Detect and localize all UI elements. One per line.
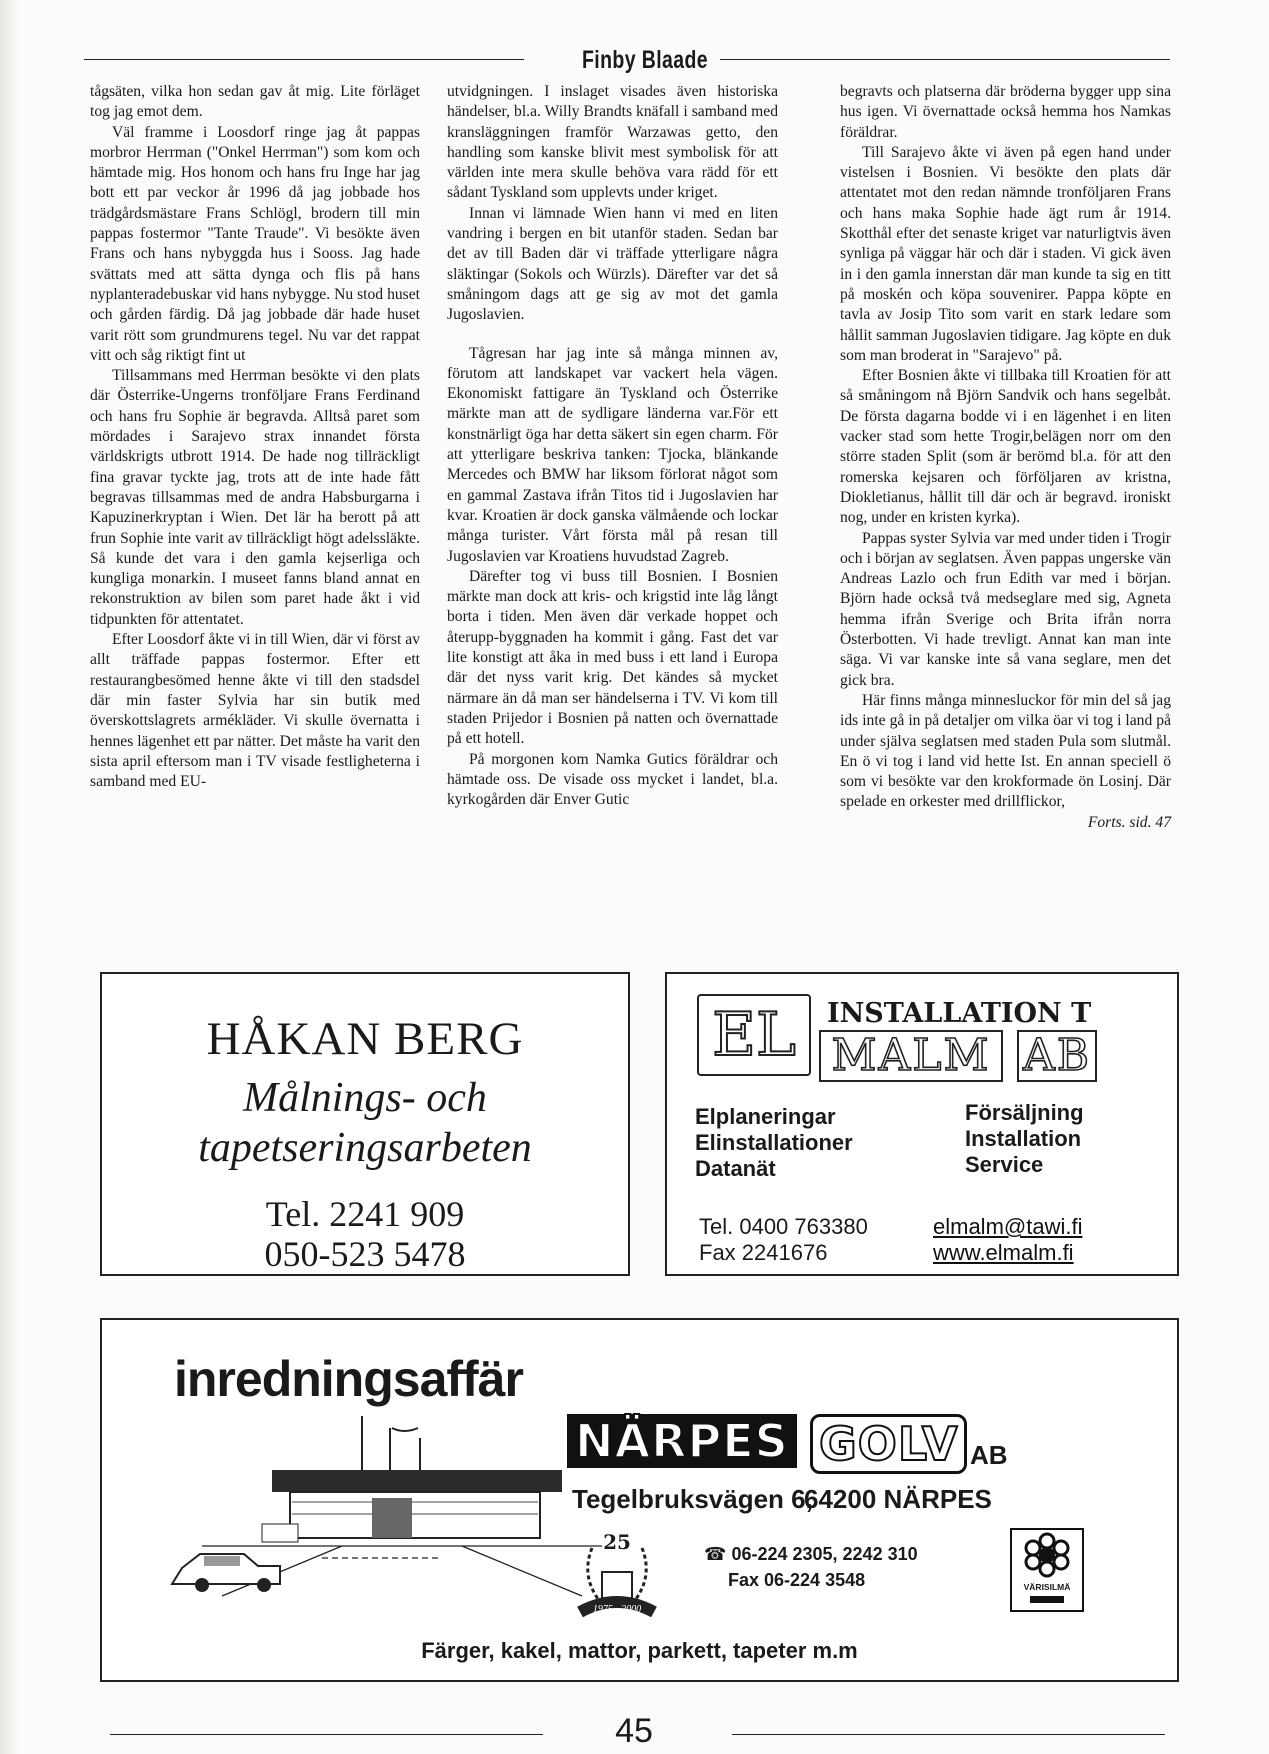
el-phone-block bbox=[699, 1214, 868, 1266]
ad-el-malm bbox=[665, 972, 1179, 1276]
ad-berg-name: HÅKAN BERG bbox=[206, 1013, 524, 1065]
narpes-brand-word: NÄRPES bbox=[567, 1414, 797, 1468]
paragraph: Väl framme i Loosdorf ringe jag åt pappas morbror Herrman ("Onkel Herrman") som kom och hämtade mig. Hos honom och hans fru Inge har jag bott ett par veckor år 1996 då jag jobbade hos trädgårdsmästare Frans Schlögl, brodern till min pappas fostermor "Tante Traude". Vi besökte även Frans och hans nybyggda hus i Sooss. Jag hade svättats med att sätta dynga och flis på hans nyplanteradebuskar vid hans nybygge. Nu stod huset och gården färdig. Då jag jobbade där hade huset varit rött som grundmurens tegel. Nu var det rappat vitt och såg riktigt fint ut bbox=[90, 123, 420, 364]
quality-seal bbox=[1010, 1528, 1084, 1612]
el-logo-letters: EL bbox=[697, 994, 811, 1076]
anniversary-badge bbox=[572, 1520, 662, 1630]
el-service-item: Datanät bbox=[695, 1156, 776, 1181]
el-service-item: Försäljning bbox=[965, 1100, 1084, 1125]
el-service-item: Service bbox=[965, 1152, 1044, 1177]
ad-narpes-headline: inredningsaffär bbox=[174, 1351, 523, 1407]
el-phone: Tel. 0400 763380 bbox=[699, 1214, 868, 1239]
el-service-item: Elinstallationer bbox=[695, 1130, 853, 1155]
anniversary-number: 25 bbox=[603, 1530, 631, 1554]
ad-berg-mobile: 050-523 5478 bbox=[264, 1234, 466, 1274]
el-logo-ab: AB bbox=[1017, 1030, 1097, 1082]
store-building-illustration bbox=[142, 1398, 622, 1598]
el-services-left bbox=[695, 1104, 853, 1182]
paragraph: Här finns många minnesluckor för min del så jag ids inte gå in på detaljer om vilka öar vi tog i land på under själva seglatsen med staden Pula som slutmål. En ö vi tog i land vid hette Ist. En annan speciell ö som vi besökte var den krokformade ön Losinj. Där spelade en orkester med drillflickor, bbox=[840, 691, 1171, 811]
paragraph: begravts och platserna där bröderna bygger upp sina hus igen. Vi övernattade också hemma hos Namkas föräldrar. bbox=[840, 83, 1171, 141]
header-rule-right bbox=[720, 59, 1170, 60]
masthead-title: Finby Blaade bbox=[581, 46, 709, 74]
ad-hakan-berg bbox=[100, 972, 630, 1276]
building-icon bbox=[262, 1470, 562, 1542]
article-column-3 bbox=[840, 82, 1171, 833]
el-fax: Fax 2241676 bbox=[699, 1240, 828, 1265]
paragraph: På morgonen kom Namka Gutics föräldrar och hämtade oss. De visade oss mycket i landet, bl.a. kyrkogården där Enver Gutic bbox=[447, 750, 778, 809]
ad-berg-service-line2: tapetseringsarbeten bbox=[198, 1125, 532, 1171]
seal-label: VÄRISILMÄ bbox=[1023, 1582, 1071, 1592]
narpes-phone: 06-224 2305, 2242 310 bbox=[731, 1544, 918, 1564]
el-services-right bbox=[965, 1100, 1084, 1178]
seal-bar bbox=[1030, 1596, 1064, 1603]
paragraph: Efter Loosdorf åkte vi in till Wien, där vi först av allt träffade pappas fostermor. Efter ett restaurangbesömed henne åkte vi till den stadsdel där min faster Sylvia har sin butik med överskottslagrets armékläder. Vi skulle övernatta i hennes lägenhet ett par nätter. Det måste ha varit den sista april eftersom man i TV visade festligheterna i samband med EU- bbox=[90, 631, 420, 791]
ad-narpes-golv bbox=[100, 1318, 1179, 1682]
flower-seal-icon bbox=[1014, 1532, 1080, 1578]
footer-rule-right bbox=[732, 1734, 1165, 1735]
article-column-2 bbox=[447, 82, 778, 810]
paragraph: utvidgningen. I inslaget visades även historiska händelser, bl.a. Willy Brandts knäfall i samband med kransläggningen framför Warzawas getto, den handling som kanske blivit mest symbolisk för att världen inte mera skulle behöva vara rädd för ett sådant Tyskland som upplevts under kriget. bbox=[447, 83, 778, 202]
anniversary-years: 1975 - 2000 bbox=[592, 1604, 642, 1615]
narpes-brand-ab: AB bbox=[970, 1440, 1008, 1470]
narpes-tagline: Färger, kakel, mattor, parkett, tapeter m.m bbox=[421, 1638, 858, 1663]
ad-berg-phone: Tel. 2241 909 bbox=[265, 1194, 465, 1234]
footer-rule-left bbox=[110, 1734, 543, 1735]
paragraph: Innan vi lämnade Wien hann vi med en liten vandring i bergen en bit utanför staden. Sedan bar det av till Baden där vi träffade ytterligare några släktingar (Sokols och Würzls). Därefter var det så småningom dags att ge sig av mot det gamla Jugoslavien. bbox=[447, 204, 778, 324]
narpes-address: Tegelbruksvägen 6, bbox=[572, 1484, 813, 1514]
el-online-block bbox=[933, 1214, 1082, 1266]
car-icon bbox=[172, 1554, 280, 1592]
paragraph: Tillsammans med Herrman besökte vi den plats där Österrike-Ungerns tronföljare Frans Ferdinand och hans fru Sophie är begravda. Alltså paret som mördades i Sarajevo strax innandet första världskrigts utbrott 1914. De hade nog tillräckligt fina gravar tyckte jag, trots att de inte hade fått begravas tillsammas med de andra Habsburgarna i Kapuzinerkryptan i Wien. Det lär ha berott på att frun Sophie inte varit av tillräckligt högt adelssläkte. Så kunde det vara i den gamla kejserliga och kungliga monarkin. I museet fanns bland annat en rekonstruktion av bilen som paret hade åkt i vid tidpunkten för attentatet. bbox=[90, 367, 420, 628]
narpes-phone-line bbox=[704, 1544, 918, 1565]
page-number: 45 bbox=[615, 1712, 653, 1750]
paragraph: tågsäten, vilka hon sedan gav åt mig. Lite förläget tog jag emot dem. bbox=[90, 83, 420, 121]
el-email-link[interactable]: elmalm@tawi.fi bbox=[933, 1214, 1083, 1239]
narpes-fax: Fax 06-224 3548 bbox=[728, 1570, 866, 1590]
el-logo-malm: MALM bbox=[819, 1030, 1003, 1082]
paragraph: Till Sarajevo åkte vi även på egen hand under vistelsen i Bosnien. Vi besökte den plats där attentatet mot den redan nämnde tronföljaren Frans och hans maka Sophie hade ägt rum år 1914. Skotthål efter det senaste kriget var naturligtvis även synliga på väggar här och där i staden. Vi gick även in i den gamla innerstan där man kunde ta sig en titt på moskén och köpa souvenirer. Pappa köpte en tavla av Josip Tito som varit en stark ledare som hållit samman Jugoslavien tidigare. Jag köpte en duk som man broderat in "Sarajevo" på. bbox=[840, 143, 1171, 364]
header-rule-left bbox=[84, 59, 524, 60]
telephone-icon: ☎ bbox=[704, 1544, 727, 1564]
narpes-postal: 64200 NÄRPES bbox=[804, 1484, 992, 1514]
continued-note: Forts. sid. 47 bbox=[1087, 813, 1171, 831]
paragraph: Tågresan har jag inte så många minnen av, förutom att landskapet var vackert hela vägen. Ekonomiskt fattigare än Tyskland och Österrike märkte man att de sydligare länderna var.För ett konstnärligt öga har detta säkert sin egen charm. För att ytterligare beskriva tanken: Tjocka, blänkande Mercedes och BMW har liksom förlorat något som en gammal Zastava ifrån Titos tid i Jugoslavien har kvar. Kroatien är dock ganska välmående och lockar många turister. Vårt första mål på resan till Jugoslavien var Kroatiens huvudstad Zagreb. bbox=[447, 344, 778, 565]
el-website-link[interactable]: www.elmalm.fi bbox=[933, 1240, 1074, 1265]
golv-brand-word: GOLV bbox=[810, 1414, 967, 1474]
el-service-item: Elplaneringar bbox=[695, 1104, 836, 1129]
paragraph: Efter Bosnien åkte vi tillbaka till Kroatien för att så småningom nå Björn Sandvik och hans segelbåt. De första dagarna bodde vi i en lägenhet i en liten vacker stad som hette Trogir,belägen norr om den större staden Split (som är berömd bl.a. för att den romerska kejsaren och förföljaren av kristna, Diokletianus, hållit till där och är begravd. ironiskt nog, under en kristen kyrka). bbox=[840, 367, 1171, 527]
el-logo-installation: INSTALLATION T bbox=[827, 998, 1092, 1029]
paragraph: Därefter tog vi buss till Bosnien. I Bosnien märkte man dock att kris- och krigstid inte låg långt borta i tiden. Men även där verkade hoppet och återupp-byggnaden ha kommit i gång. Fast det var lite konstigt att åka in med buss i ett land i Europa där det nyss varit krig. Det kändes så mycket närmare än då man ser händelserna i TV. Vi kom till staden Prijedor i Bosnien på natten och övernattade på ett hotell. bbox=[447, 567, 778, 748]
article-column-1 bbox=[90, 82, 420, 792]
el-service-item: Installation bbox=[965, 1126, 1082, 1151]
scan-edge bbox=[0, 0, 18, 1754]
ad-berg-service-line1: Målnings- och bbox=[243, 1075, 487, 1121]
paragraph: Pappas syster Sylvia var med under tiden i Trogir och i början av seglatsen. Även pappas ungerske vän Andreas Lazlo och frun Edith var med i början. Björn hade också två medseglare med sig, Agneta hemma ifrån Sverige och Brita ifrån norra Österbotten. Vi hade trevligt. Annat kan man inte säga. Vi var kanske inte så vana seglare, men det gick bra. bbox=[840, 529, 1171, 689]
